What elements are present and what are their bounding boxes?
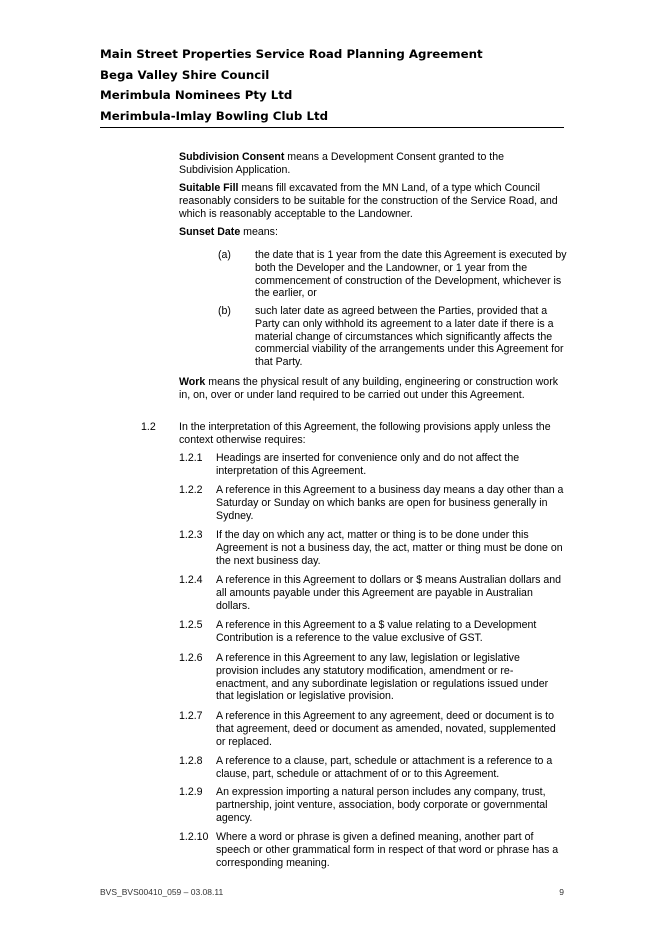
clause-item-number: 1.2.1 <box>179 452 203 464</box>
definition-text: means: <box>240 226 278 238</box>
page-number: 9 <box>559 887 564 897</box>
clause-item-text: A reference in this Agreement to a business day means a day other than a Saturday or Sunday on which banks are open for business generally in Sydney. <box>216 484 564 522</box>
sub-item-text: such later date as agreed between the Parties, provided that a Party can only withhold its agreement to a later date if there is a material change of circumstances which significantly affects the commercial viability of the arrangements under this Agreement for that Party. <box>255 305 564 369</box>
defined-term: Work <box>179 376 206 388</box>
clause-item-text: A reference in this Agreement to any law, legislation or legislative provision includes any statutory modification, amendment or re-enactment, and any subordinate legislation or regulations issued under that legislation or legislative provision. <box>216 652 549 703</box>
clause-item-text: A reference in this Agreement to any agreement, deed or document is to that agreement, deed or document as amended, novated, supplemented or replaced. <box>216 710 556 748</box>
clause-text: In the interpretation of this Agreement, the following provisions apply unless the context otherwise requires: <box>179 421 551 446</box>
header-party-council: Bega Valley Shire Council <box>100 67 270 82</box>
sub-item-label: (a) <box>218 249 231 261</box>
definition-text: means fill excavated from the MN Land, of a type which Council reasonably considers to be suitable for the construction of the Service Road, and which is reasonably acceptable to the Landowner. <box>179 182 558 220</box>
sub-item-label: (b) <box>218 305 231 317</box>
definition-work <box>179 376 559 402</box>
clause-item-number: 1.2.2 <box>179 484 203 496</box>
defined-term: Suitable Fill <box>179 182 239 194</box>
clause-item-number: 1.2.5 <box>179 619 203 631</box>
definition-text: means a Development Consent granted to the Subdivision Application. <box>179 151 505 176</box>
definition-subdivision-consent <box>179 151 551 177</box>
clause-item-text: A reference to a clause, part, schedule or attachment is a reference to a clause, part, schedule or attachment of or to this Agreement. <box>216 755 553 780</box>
defined-term: Subdivision Consent <box>179 151 285 163</box>
clause-item-text: A reference in this Agreement to dollars or $ means Australian dollars and all amounts payable under this Agreement are payable in Australian dollars. <box>216 574 562 612</box>
header-party-bowling-club: Merimbula-Imlay Bowling Club Ltd <box>100 108 329 123</box>
header-party-nominees: Merimbula Nominees Pty Ltd <box>100 88 293 102</box>
clause-item-text: If the day on which any act, matter or thing is to be done under this Agreement is not a business day, the act, matter or thing must be done on the next business day. <box>216 529 563 567</box>
clause-item-number: 1.2.7 <box>179 710 203 722</box>
clause-item-number: 1.2.6 <box>179 652 203 664</box>
definition-sunset-date <box>179 226 559 239</box>
clause-item-number: 1.2.4 <box>179 574 203 586</box>
defined-term: Sunset Date <box>179 226 241 238</box>
clause-number: 1.2 <box>141 421 156 433</box>
clause-item-number: 1.2.8 <box>179 755 203 767</box>
clause-item-text: An expression importing a natural person includes any company, trust, partnership, joint venture, association, body corporate or governmental agency. <box>216 786 548 824</box>
definition-text: means the physical result of any building, engineering or construction work in, on, over or under land required to be carried out under this Agreement. <box>179 376 559 401</box>
clause-item-number: 1.2.3 <box>179 529 203 541</box>
clause-item-number: 1.2.9 <box>179 786 203 798</box>
header-title: Main Street Properties Service Road Planning Agreement <box>100 47 483 61</box>
clause-item-text: A reference in this Agreement to a $ value relating to a Development Contribution is a reference to the value exclusive of GST. <box>216 619 537 644</box>
clause-item-number: 1.2.10 <box>179 831 209 843</box>
header-divider <box>100 127 564 128</box>
definition-suitable-fill <box>179 182 559 220</box>
clause-item-text: Headings are inserted for convenience only and do not affect the interpretation of this Agreement. <box>216 452 520 477</box>
footer-reference: BVS_BVS00410_059 – 03.08.11 <box>100 887 224 897</box>
document-header <box>100 44 564 128</box>
clause-item-text: Where a word or phrase is given a defined meaning, another part of speech or other grammatical form in respect of that word or phrase has a corresponding meaning. <box>216 831 559 869</box>
sub-item-text: the date that is 1 year from the date this Agreement is executed by both the Developer and the Landowner, or 1 year from the commencement of construction of the Development, whichever is the earlier, or <box>255 249 567 300</box>
